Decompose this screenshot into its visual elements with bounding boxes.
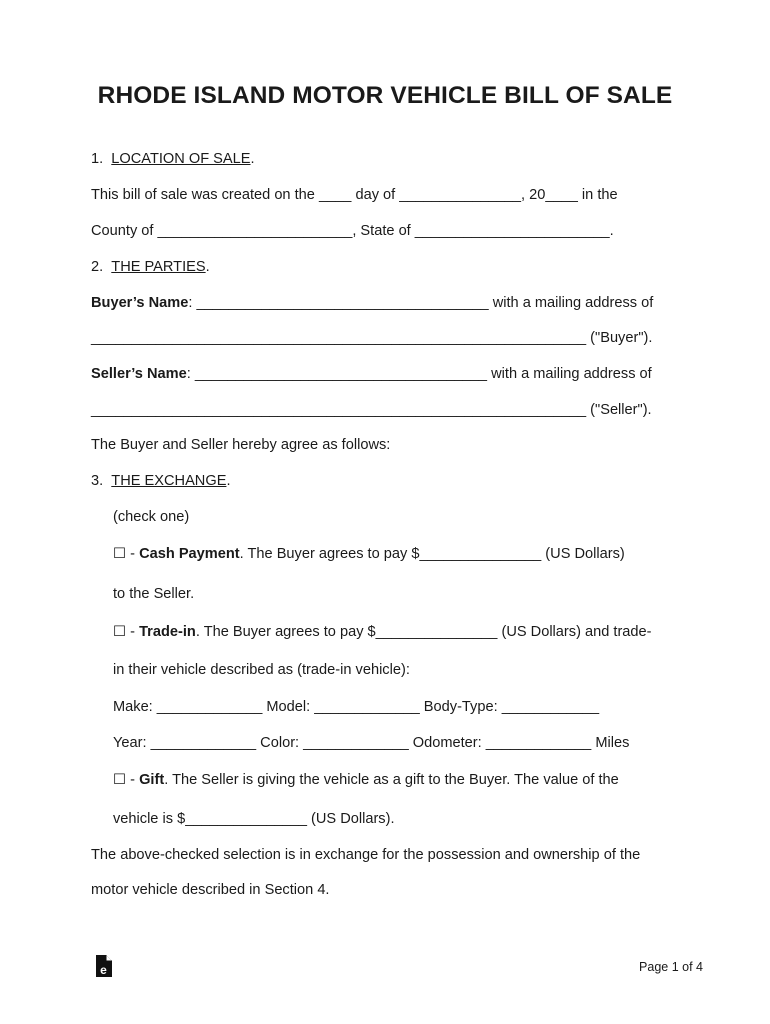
buyer-name-field[interactable]: ____________________________________ xyxy=(196,295,489,311)
gift-checkbox[interactable]: ☐ xyxy=(113,772,127,788)
section-1-heading: 1. LOCATION OF SALE. xyxy=(91,151,255,167)
trade-in-line: ☐ - Trade-in. The Buyer agrees to pay $_______________ (US Dollars) and trade- xyxy=(113,624,652,640)
year-trade-field[interactable]: _____________ xyxy=(150,735,257,751)
gift-value-line: vehicle is $_______________ (US Dollars). xyxy=(113,811,395,827)
section-3-heading: 3. THE EXCHANGE. xyxy=(91,473,231,489)
model-field[interactable]: _____________ xyxy=(314,699,420,715)
cash-amount-field[interactable]: _______________ xyxy=(419,546,542,562)
seller-address-field[interactable]: _____________________________________________________________ xyxy=(91,402,587,418)
month-field[interactable]: _______________ xyxy=(399,187,522,203)
section-heading-text: LOCATION OF SALE xyxy=(111,151,251,167)
trade-in-label: Trade-in xyxy=(139,624,196,640)
cash-payment-line: ☐ - Cash Payment. The Buyer agrees to pay $_______________ (US Dollars) xyxy=(113,546,625,562)
year-color-odometer-line: Year: _____________ Color: _____________ Odometer: _____________ Miles xyxy=(113,735,630,751)
buyer-name-label: Buyer’s Name xyxy=(91,295,189,311)
buyer-address-line: _____________________________________________________________ ("Buyer"). xyxy=(91,330,653,346)
make-model-body-line: Make: _____________ Model: _____________ Body-Type: ____________ xyxy=(113,699,600,715)
trade-in-line-2: in their vehicle described as (trade-in vehicle): xyxy=(113,662,410,678)
gift-label: Gift xyxy=(139,772,165,788)
trade-in-checkbox[interactable]: ☐ xyxy=(113,624,127,640)
cash-payment-line-2: to the Seller. xyxy=(113,586,195,602)
closing-text-2: motor vehicle described in Section 4. xyxy=(91,882,330,898)
eforms-logo-icon xyxy=(94,954,114,978)
buyer-name-line: Buyer’s Name: ____________________________________ with a mailing address of xyxy=(91,295,654,311)
agreement-text: The Buyer and Seller hereby agree as follows: xyxy=(91,437,391,453)
color-field[interactable]: _____________ xyxy=(303,735,409,751)
seller-name-field[interactable]: ____________________________________ xyxy=(194,366,488,382)
section-2-heading: 2. THE PARTIES. xyxy=(91,259,210,275)
seller-address-line: _____________________________________________________________ ("Seller"). xyxy=(91,402,652,418)
check-one-text: (check one) xyxy=(113,509,190,525)
cash-payment-label: Cash Payment xyxy=(139,546,240,562)
make-field[interactable]: _____________ xyxy=(156,699,263,715)
date-line: This bill of sale was created on the ____ day of _______________, 20____ in the xyxy=(91,187,618,203)
day-field[interactable]: ____ xyxy=(318,187,352,203)
page-number: Page 1 of 4 xyxy=(639,960,703,974)
county-state-line: County of ________________________, State of ________________________. xyxy=(91,223,614,239)
body-type-field[interactable]: ____________ xyxy=(501,699,600,715)
year-field[interactable]: ____ xyxy=(545,187,578,203)
buyer-address-field[interactable]: _____________________________________________________________ xyxy=(91,330,587,346)
section-heading-text: THE PARTIES xyxy=(111,259,206,275)
odometer-field[interactable]: _____________ xyxy=(485,735,592,751)
document-title: RHODE ISLAND MOTOR VEHICLE BILL OF SALE xyxy=(97,82,673,109)
county-field[interactable]: ________________________ xyxy=(157,223,353,239)
section-heading-text: THE EXCHANGE xyxy=(111,473,227,489)
seller-name-label: Seller’s Name xyxy=(91,366,187,382)
gift-line: ☐ - Gift. The Seller is giving the vehicle as a gift to the Buyer. The value of the xyxy=(113,772,619,788)
closing-text-1: The above-checked selection is in exchange for the possession and ownership of the xyxy=(91,847,641,863)
state-field[interactable]: ________________________ xyxy=(414,223,610,239)
gift-value-field[interactable]: _______________ xyxy=(185,811,307,827)
svg-text:e: e xyxy=(100,963,107,977)
seller-name-line: Seller’s Name: ____________________________________ with a mailing address of xyxy=(91,366,652,382)
cash-payment-checkbox[interactable]: ☐ xyxy=(113,546,127,562)
trade-amount-field[interactable]: _______________ xyxy=(375,624,498,640)
